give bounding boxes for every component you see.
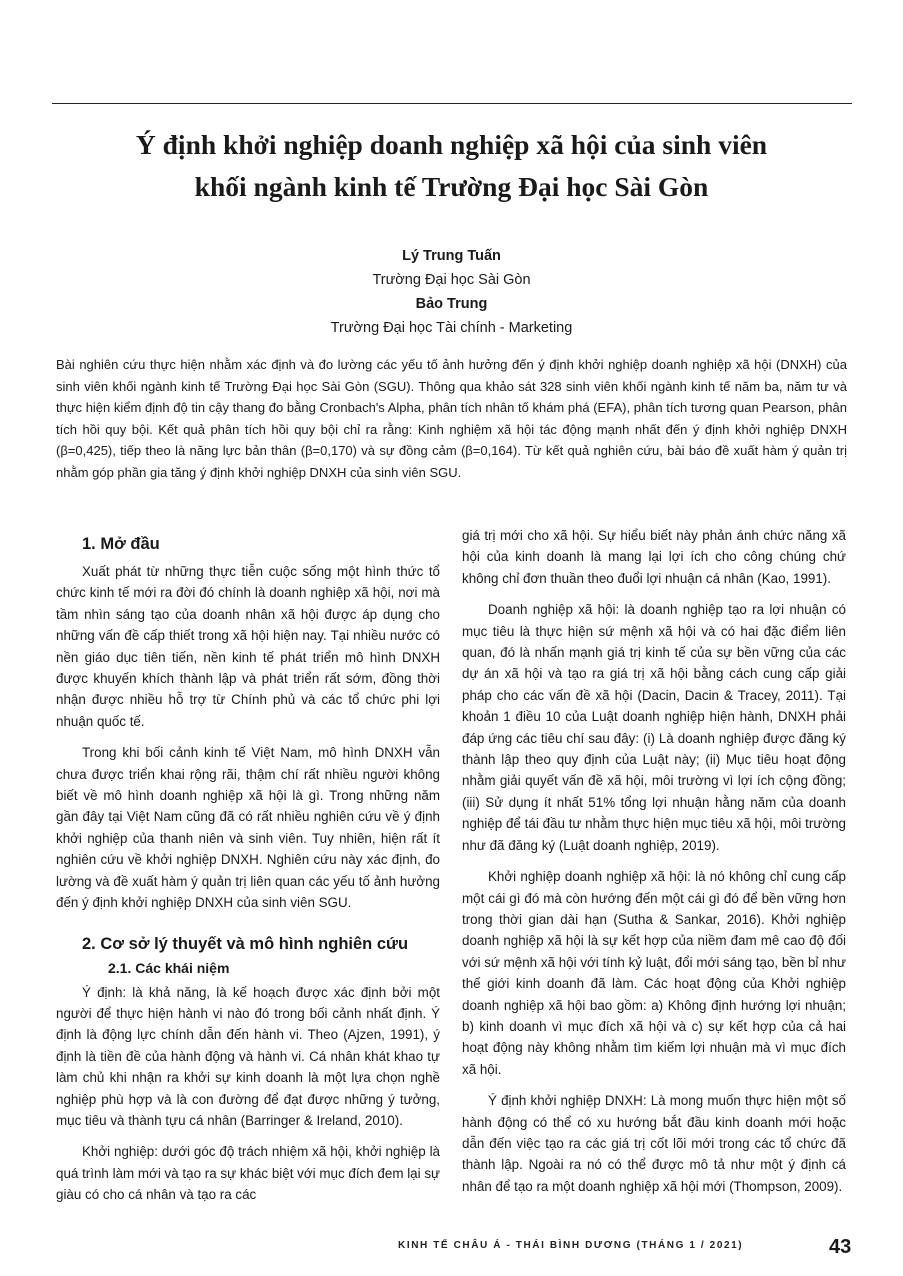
subsection-heading: 2.1. Các khái niệm (108, 959, 230, 976)
section-heading: 2. Cơ sở lý thuyết và mô hình nghiên cứu (82, 934, 409, 953)
section-heading: 1. Mở đầu (82, 535, 160, 553)
journal-name: KINH TẾ CHÂU Á - THÁI BÌNH DƯƠNG (THÁNG 1 / 2021) (398, 1240, 744, 1251)
page-footer (0, 1236, 903, 1258)
author-affiliation: Trường Đại học Sài Gòn (372, 272, 531, 288)
body-paragraph: Khởi nghiệp doanh nghiệp xã hội: là nó không chỉ cung cấp một cái gì đó mà còn hướng đến một cái gì đó để bền vững hơn trong thời gian dài hạn (Sutha & Sankar, 2016). Khởi nghiệp doanh nghiệp xã hội là sự kết hợp của niềm đam mê cao độ đối với sứ mệnh xã hội với tính kỷ luật, đổi mới sáng tạo, bền bỉ như thế giới kinh doanh đã làm. Các hoạt động của Khởi nghiệp doanh nghiệp xã hội bao gồm: a) Không định hướng lợi nhuận; b) kinh doanh vì mục đích xã hội và c) sự kết hợp của cả hai hoạt động này không nhằm tìm kiếm lợi nhuận mà vì mục đích xã hội. (462, 869, 846, 1077)
page-number: 43 (829, 1236, 852, 1258)
author-name: Lý Trung Tuấn (402, 248, 501, 264)
author-affiliation: Trường Đại học Tài chính - Marketing (330, 320, 573, 336)
author-name: Bảo Trung (415, 296, 488, 312)
author-block (0, 244, 903, 340)
left-column (56, 532, 440, 1206)
body-paragraph: Trong khi bối cảnh kinh tế Việt Nam, mô hình DNXH vẫn chưa được triển khai rộng rãi, thậm chí rất nhiều người không biết về mô hình doanh nghiệp xã hội là gì. Trong những năm gần đây tại Việt Nam cũng đã có rất nhiều nghiên cứu về ý định khởi nghiệp của thanh niên và sinh viên. Tuy nhiên, hiện rất ít nghiên cứu về khởi nghiệp DNXH. Nghiên cứu này xác định, đo lường và đề xuất hàm ý quản trị liên quan các yếu tố ảnh hưởng đến ý định khởi nghiệp DNXH của sinh viên SGU. (56, 745, 440, 911)
title-line-2: khối ngành kinh tế Trường Đại học Sài Gòn (194, 171, 709, 202)
body-paragraph: Khởi nghiệp: dưới góc độ trách nhiệm xã hội, khởi nghiệp là quá trình làm mới và tạo ra sự khác biệt với mục đích đem lại sự giàu có cho cá nhân và tạo ra các (56, 1144, 440, 1203)
article-title (40, 127, 863, 205)
body-paragraph: Doanh nghiệp xã hội: là doanh nghiệp tạo ra lợi nhuận có mục tiêu là thực hiện sứ mệnh xã hội và có hai đặc điểm liên quan, đó là nhấn mạnh giá trị kinh tế của sự bền vững của các dự án xã hội và tạo ra giá trị xã hội bằng cách cung cấp giải pháp cho các vấn đề xã hội (Dacin, Dacin & Tracey, 2011). Tại khoản 1 điều 10 của Luật doanh nghiệp hiện hành, DNXH phải đáp ứng các tiêu chí sau đây: (i) Là doanh nghiệp được đăng ký thành lập theo quy định của Luật này; (ii) Mục tiêu hoạt động nhằm giải quyết vấn đề xã hội, môi trường vì lợi ích cộng đồng; (iii) Sử dụng ít nhất 51% tổng lợi nhuận hằng năm của doanh nghiệp để tái đầu tư nhằm thực hiện mục tiêu xã hội, môi trường như đã đăng ký (Luật doanh nghiệp, 2019). (462, 602, 846, 853)
body-paragraph: giá trị mới cho xã hội. Sự hiểu biết này phản ánh chức năng xã hội của kinh doanh là mang lại lợi ích cho công chúng chứ không chỉ đơn thuần theo đuổi lợi nhuận cá nhân (Kao, 1991). (462, 528, 846, 586)
header-rule (52, 103, 852, 104)
title-line-1: Ý định khởi nghiệp doanh nghiệp xã hội của sinh viên (135, 129, 768, 160)
right-column (462, 525, 846, 1197)
abstract: Bài nghiên cứu thực hiện nhằm xác định và đo lường các yếu tố ảnh hưởng đến ý định khởi nghiệp doanh nghiệp xã hội (DNXH) của sinh viên khối ngành kinh tế Trường Đại học Sài Gòn (SGU). Thông qua khảo sát 328 sinh viên khối ngành kinh tế năm ba, năm tư và thực hiện kiểm định độ tin cậy thang đo bằng Cronbach's Alpha, phân tích nhân tố khám phá (EFA), phân tích tương quan Pearson, phân tích hồi quy bội. Kết quả phân tích hồi quy bội chỉ ra rằng: Kinh nghiệm xã hội tác động mạnh nhất đến ý định khởi nghiệp DNXH (β=0,425), tiếp theo là năng lực bản thân (β=0,170) và sự đồng cảm (β=0,164). Từ kết quả nghiên cứu, bài báo đề xuất hàm ý quản trị nhằm góp phần gia tăng ý định khởi nghiệp DNXH của sinh viên SGU. (56, 357, 847, 480)
body-paragraph: Ý định: là khả năng, là kế hoạch được xác định bởi một người để thực hiện hành vi nào đó trong bối cảnh nhất định. Ý định là động lực chính dẫn đến hành vi. Theo (Ajzen, 1991), ý định là tiền đề của hành động và hành vi. Cá nhân khát khao tự làm chủ khi nhận ra khởi sự kinh doanh là một lựa chọn nghề nghiệp phù hợp và là con đường để đạt được những ý tưởng, mục tiêu và thành tựu cá nhân (Barringer & Ireland, 2010). (56, 984, 440, 1128)
body-paragraph: Ý định khởi nghiệp DNXH: Là mong muốn thực hiện một số hành động có thể có xu hướng bắt đầu kinh doanh mới hoặc dẫn đến việc tạo ra các giá trị cốt lõi mới trong các tổ chức đã thành lập. Ngoài ra nó có thể được mô tả như một ý định cá nhân để tạo ra một doanh nghiệp xã hội mới (Thompson, 2009). (462, 1093, 846, 1194)
body-paragraph: Xuất phát từ những thực tiễn cuộc sống một hình thức tổ chức kinh tế mới ra đời đó chính là doanh nghiệp xã hội, nơi mà tầm nhìn sáng tạo của doanh nhân xã hội được áp dụng cho những vấn đề cấp thiết trong xã hội hiện nay. Tại nhiều nước có nền giáo dục tiên tiến, nền kinh tế phát triển mô hình DNXH được khuyến khích thành lập và phát triển rất sớm, đồng thời nhận được nhiều hỗ trợ từ Chính phủ và các tổ chức phi lợi nhuận quốc tế. (56, 564, 440, 729)
